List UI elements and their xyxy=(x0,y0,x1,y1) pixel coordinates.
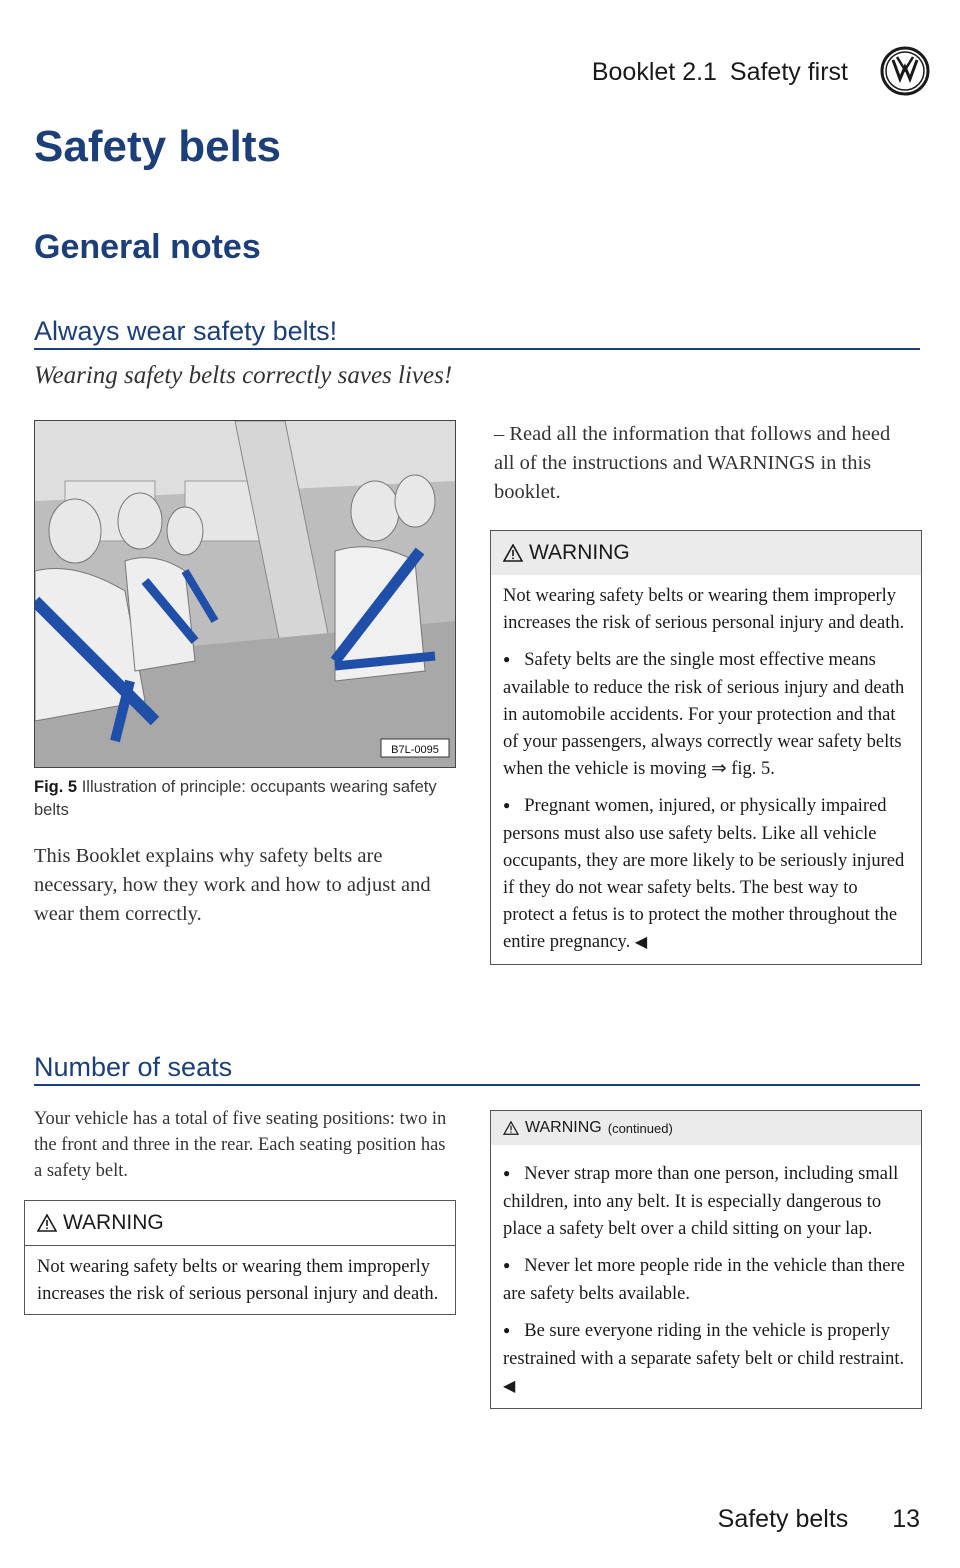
warning-triangle-icon xyxy=(503,1121,519,1135)
running-header xyxy=(592,58,848,87)
warning-box-continued xyxy=(490,1110,922,1409)
footer-section: Safety belts xyxy=(717,1505,849,1533)
page-subtitle: General notes xyxy=(34,228,261,266)
figure-caption xyxy=(34,776,454,822)
lead-text: Wearing safety belts correctly saves lives! xyxy=(34,362,453,389)
figure-code: B7L-0095 xyxy=(391,744,439,756)
section-number: 2.1 xyxy=(682,58,717,86)
figure-caption-text: Illustration of principle: occupants wearing safety belts xyxy=(34,778,437,819)
warning-body xyxy=(491,1145,921,1408)
warning-bullet xyxy=(503,1318,909,1400)
warning-header xyxy=(491,531,921,575)
vw-logo-icon xyxy=(880,46,930,96)
warning-header xyxy=(491,1111,921,1145)
page-number: 13 xyxy=(892,1505,920,1533)
warning-title: WARNING xyxy=(63,1211,164,1234)
occupants-illustration xyxy=(35,421,455,767)
warning-title: WARNING xyxy=(525,1119,602,1136)
page-title: Safety belts xyxy=(34,122,281,171)
warning-bullet xyxy=(503,793,909,956)
warning-triangle-icon xyxy=(37,1214,57,1232)
warning-bullet: ● Never strap more than one person, including small children, into any belt. It is especially dangerous to place a safety belt over a child sitting on your lap. xyxy=(503,1161,909,1243)
warning-title: WARNING xyxy=(529,541,630,564)
warning-bullet: ● Never let more people ride in the vehicle than there are safety belts available. xyxy=(503,1253,909,1308)
warning-bullet: ● Safety belts are the single most effective means available to reduce the risk of serious injury and death in automobile accidents. For your protection and that of your passengers, always correctly wear safety belts when the vehicle is moving ⇒ fig. 5. xyxy=(503,647,909,783)
figure-occupants-illustration xyxy=(34,420,456,768)
figure-label: Fig. 5 xyxy=(34,778,78,796)
section-rule xyxy=(34,1084,920,1086)
warning-continued-label: (continued) xyxy=(607,1120,673,1136)
warning-bullet-text: ● Be sure everyone riding in the vehicle is properly restrained with a separate safety belt or child restraint. xyxy=(503,1321,904,1369)
warning-box-general xyxy=(490,530,922,965)
section-rule xyxy=(34,348,920,350)
warning-intro: Not wearing safety belts or wearing them improperly increases the risk of serious personal injury and death. xyxy=(503,586,905,633)
section-title: Safety first xyxy=(729,58,848,86)
warning-bullet-text: ● Pregnant women, injured, or physically impaired persons must also use safety belts. Like all vehicle occupants, they are more likely to be seriously injured if they do not wear safety belts. The best way to protect a fetus is to protect the mother throughout the entire pregnancy. xyxy=(503,796,904,952)
warning-body xyxy=(491,575,921,964)
warning-box-seats xyxy=(24,1200,456,1315)
seats-paragraph: Your vehicle has a total of five seating positions: two in the front and three in the rear. Each seating position has a safety belt. xyxy=(34,1109,447,1181)
end-of-section-icon: ◀ xyxy=(503,1378,516,1395)
page-footer xyxy=(718,1505,920,1534)
warning-triangle-icon xyxy=(503,544,523,562)
warning-body: Not wearing safety belts or wearing them improperly increases the risk of serious personal injury and death. xyxy=(37,1257,439,1304)
read-instruction: – Read all the information that follows and heed all of the instructions and WARNINGS in this booklet. xyxy=(494,423,891,503)
intro-paragraph: This Booklet explains why safety belts are necessary, how they work and how to adjust and wear them correctly. xyxy=(34,845,431,925)
section-heading-always-wear: Always wear safety belts! xyxy=(34,316,338,346)
warning-header xyxy=(25,1201,455,1245)
section-heading-number-of-seats: Number of seats xyxy=(34,1052,233,1082)
booklet-label: Booklet xyxy=(591,58,676,86)
end-of-section-icon: ◀ xyxy=(634,934,648,951)
